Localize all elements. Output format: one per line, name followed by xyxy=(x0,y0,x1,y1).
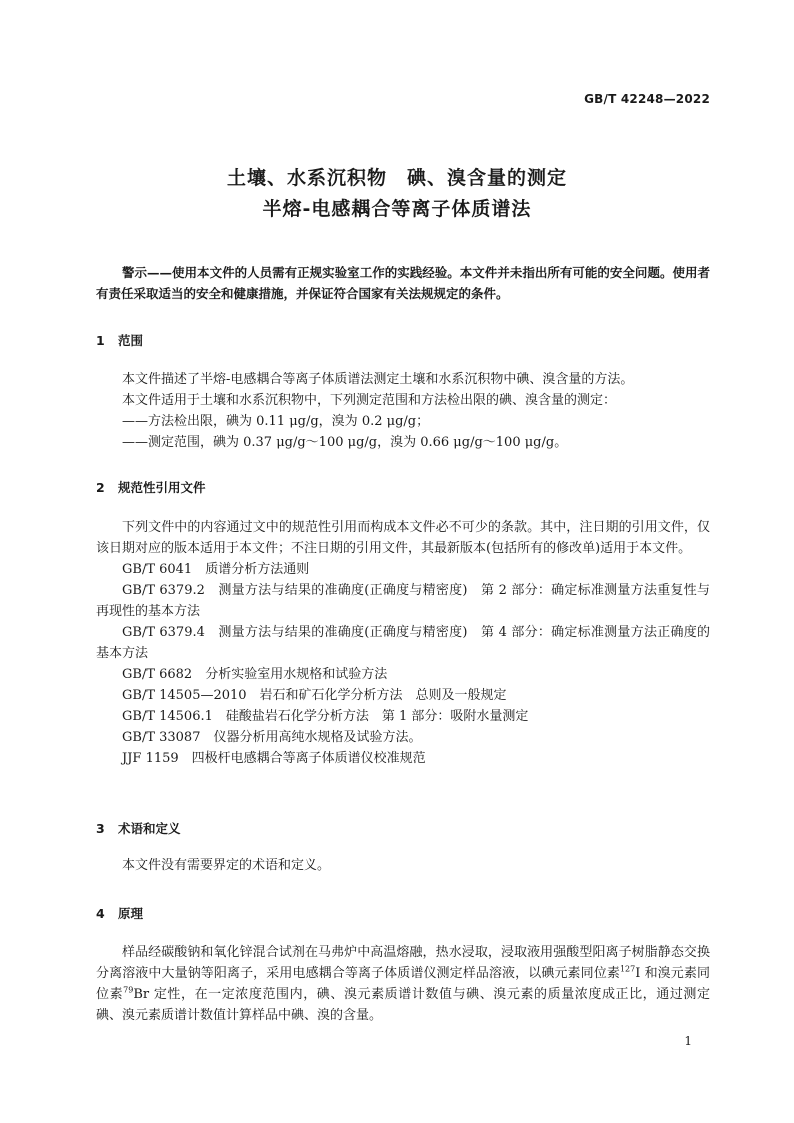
document-title-line2: 半熔-电感耦合等离子体质谱法 xyxy=(262,198,532,220)
document-title-line1: 土壤、水系沉积物 碘、溴含量的测定 xyxy=(226,167,567,189)
section-4-body xyxy=(96,942,710,1026)
section-number: 4 xyxy=(96,906,105,921)
reference-item: GB/T 14506.1 硅酸盐岩石化学分析方法 第 1 部分：吸附水量测定 xyxy=(122,709,529,724)
paragraph: 本文件描述了半熔-电感耦合等离子体质谱法测定土壤和水系沉积物中碘、溴含量的方法。 xyxy=(122,372,634,387)
standard-number: GB/T 42248—2022 xyxy=(584,92,710,106)
reference-item: GB/T 6041 质谱分析方法通则 xyxy=(122,562,310,577)
section-title: 术语和定义 xyxy=(118,821,181,836)
principle-text-c: Br 定性，在一定浓度范围内，碘、溴元素质谱计数值与碘、溴元素的质量浓度成正比，通过测定碘、溴元素质谱计数值计算样品中碘、溴的含量。 xyxy=(96,987,710,1023)
principle-text-a: 样品经碳酸钠和氧化锌混合试剂在马弗炉中高温熔融，热水浸取，浸取液用强酸型阳离子树脂静态交换分离溶液中大量钠等阳离子，采用电感耦合等离子体质谱仪测定样品溶液，以碘元素同位素 xyxy=(96,945,710,981)
reference-item: JJF 1159 四极杆电感耦合等离子体质谱仪校准规范 xyxy=(122,751,426,766)
section-number: 1 xyxy=(96,333,105,348)
list-item: ——方法检出限，碘为 0.11 μg/g，溴为 0.2 μg/g； xyxy=(122,414,430,429)
paragraph: 本文件适用于土壤和水系沉积物中，下列测定范围和方法检出限的碘、溴含量的测定： xyxy=(122,393,617,408)
reference-item: GB/T 6682 分析实验室用水规格和试验方法 xyxy=(122,667,388,682)
isotope-mass-iodine: 127 xyxy=(619,964,636,974)
section-3-heading xyxy=(96,819,181,837)
section-title: 规范性引用文件 xyxy=(118,480,206,495)
section-4-heading xyxy=(96,904,143,922)
reference-item: GB/T 14505—2010 岩石和矿石化学分析方法 总则及一般规定 xyxy=(122,688,507,703)
list-item: ——测定范围，碘为 0.37 μg/g～100 μg/g，溴为 0.66 μg/g～100 μg/g。 xyxy=(122,435,568,450)
page-number: 1 xyxy=(684,1034,692,1048)
section-number: 3 xyxy=(96,821,105,836)
section-3-body xyxy=(96,855,710,876)
reference-item: GB/T 6379.2 测量方法与结果的准确度(正确度与精密度) 第 2 部分：确定标准测量方法重复性与再现性的基本方法 xyxy=(96,583,710,619)
section-2-heading xyxy=(96,478,206,496)
paragraph xyxy=(96,942,710,1026)
section-title: 范围 xyxy=(118,333,144,348)
paragraph: 下列文件中的内容通过文中的规范性引用而构成本文件必不可少的条款。其中，注日期的引用文件，仅该日期对应的版本适用于本文件；不注日期的引用文件，其最新版本(包括所有的修改单)适用于本文件。 xyxy=(96,520,710,556)
principle-text-b: I 和溴元素同位素 xyxy=(96,966,710,1002)
section-2-body xyxy=(96,517,710,769)
paragraph: 本文件没有需要界定的术语和定义。 xyxy=(122,858,331,873)
section-1-body xyxy=(96,369,710,453)
reference-item: GB/T 6379.4 测量方法与结果的准确度(正确度与精密度) 第 4 部分：确定标准测量方法正确度的基本方法 xyxy=(96,625,710,661)
section-title: 原理 xyxy=(118,906,144,921)
section-number: 2 xyxy=(96,480,105,495)
reference-item: GB/T 33087 仪器分析用高纯水规格及试验方法。 xyxy=(122,730,422,745)
section-1-heading xyxy=(96,331,143,349)
warning-paragraph: 警示——使用本文件的人员需有正规实验室工作的实践经验。本文件并未指出所有可能的安全问题。使用者有责任采取适当的安全和健康措施，并保证符合国家有关法规规定的条件。 xyxy=(96,265,710,301)
isotope-mass-bromine: 79 xyxy=(123,985,134,995)
